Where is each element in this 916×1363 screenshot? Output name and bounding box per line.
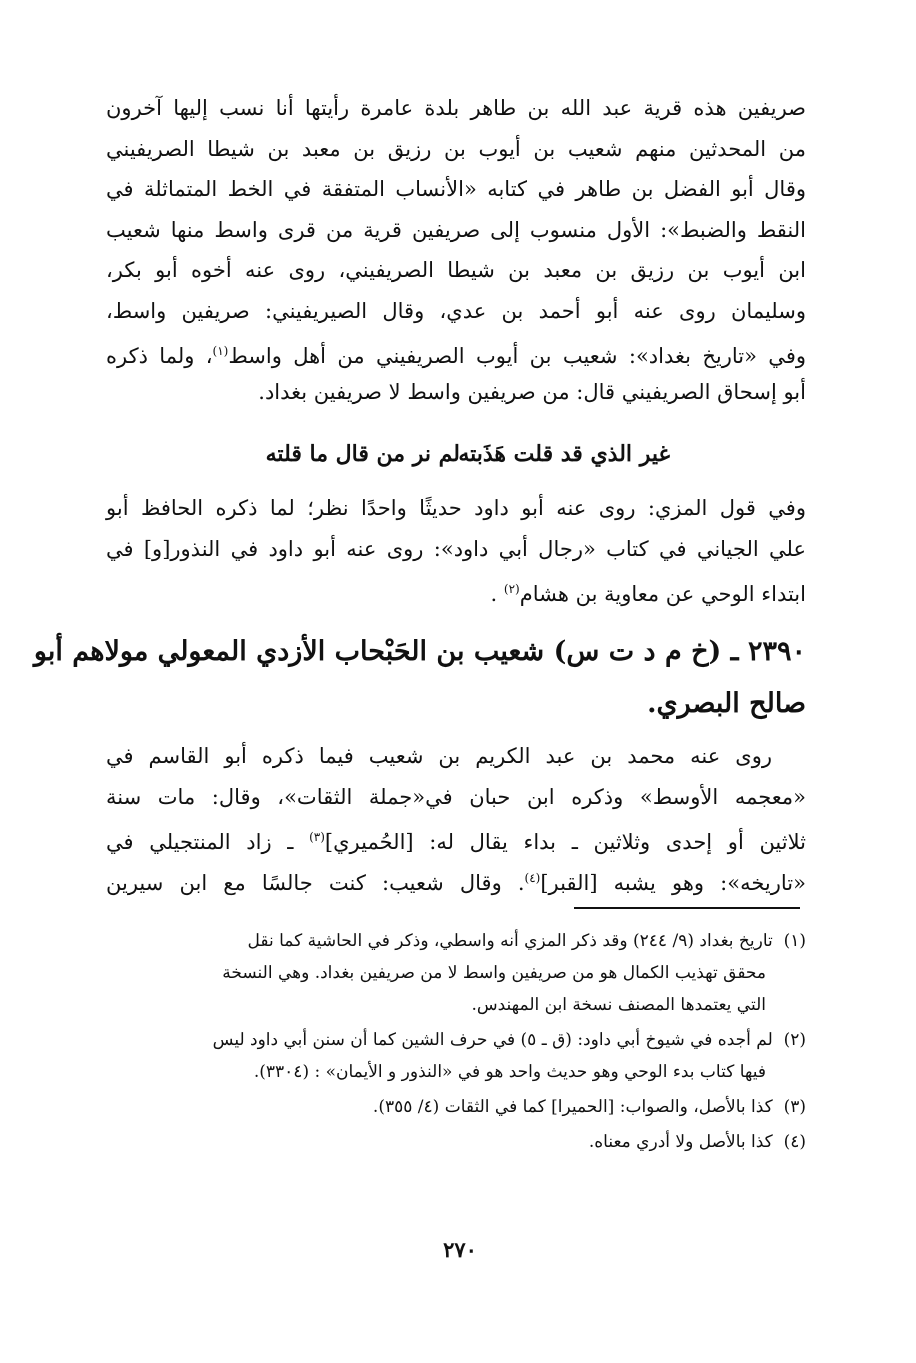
- text-segment: .: [490, 582, 504, 606]
- text-line: النقط والضبط»: الأول منسوب إلى صريفين قرية من قرى واسط منها شعيب: [106, 217, 806, 242]
- footnote-1: [106, 925, 806, 1021]
- footnote-text: تاريخ بغداد (٩/ ٢٤٤) وقد ذكر المزي أنه واسطي، وذكر في الحاشية كما نقل: [247, 931, 773, 951]
- text-line: صريفين هذه قرية عبد الله بن طاهر بلدة عامرة رأيتها أنا نسب إليها آخرون: [106, 96, 806, 120]
- text-line: [106, 569, 806, 610]
- text-segment: ، ولما ذكره: [106, 344, 213, 368]
- footnote-ref-2: (٢): [503, 582, 520, 596]
- text-segment: ثلاثين أو إحدى وثلاثين ـ بداء يقال له: [الحُميري]: [324, 830, 806, 854]
- entry-heading-line: صالح البصري.: [647, 688, 806, 719]
- footnote-line: [106, 925, 806, 957]
- text-segment: . وقال شعيب: كنت جالسًا مع ابن سيرين: [106, 870, 525, 895]
- text-line: روى عنه محمد بن عبد الكريم بن شعيب فيما ذكره أبو القاسم في: [106, 744, 772, 768]
- text-segment: ـ زاد المنتجيلي في: [106, 830, 310, 854]
- text-line: [106, 858, 806, 899]
- poetry-verse: [106, 434, 806, 474]
- footnote-ref-1: (١): [212, 344, 229, 358]
- paragraph-mizzi: [106, 488, 806, 610]
- footnotes: [106, 925, 806, 1158]
- text-line: ابن أيوب بن رزيق بن معبد بن شيطا الصريفيني، روى عنه أخوه أبو بكر،: [106, 258, 806, 282]
- text-line: وفي قول المزي: روى عنه أبو داود حديثًا واحدًا نظر؛ لما ذكره الحافظ أبو: [106, 496, 806, 520]
- text-segment: ابتداء الوحي عن معاوية بن هشام: [519, 582, 806, 606]
- footnote-line: التي يعتمدها المصنف نسخة ابن المهندس.: [471, 995, 766, 1015]
- page-number: ٢٧٠: [443, 1237, 477, 1262]
- footnote-line: [106, 1091, 806, 1123]
- footnote-ref-3: (٣): [309, 830, 325, 844]
- text-line: من المحدثين منهم شعيب بن أيوب بن رزيق بن معبد بن شيطا الصريفيني: [106, 136, 806, 161]
- verse-hemistich-second: غير الذي قد قلت هَذَبته: [458, 441, 670, 467]
- footnote-number: (٤): [783, 1132, 806, 1152]
- text-segment: وفي «تاريخ بغداد»: شعيب بن أيوب الصريفيني من أهل واسط: [228, 344, 806, 368]
- text-line: وقال أبو الفضل بن طاهر في كتابه «الأنساب المتفقة في الخط المتماثلة في: [106, 177, 806, 201]
- text-line: «معجمه الأوسط» وذكره ابن حبان في«جملة الثقات»، وقال: مات سنة: [106, 784, 806, 809]
- footnote-2: [106, 1024, 806, 1088]
- footnote-ref-4: (٤): [524, 870, 541, 885]
- footnote-number: (٣): [783, 1097, 806, 1117]
- footnote-line: [106, 1024, 806, 1056]
- footnote-text: كذا بالأصل، والصواب: [الحميرا] كما في الثقات (٤/ ٣٥٥).: [372, 1097, 773, 1117]
- footnote-line: فيها كتاب بدء الوحي وهو حديث واحد هو في «النذور و الأيمان» : (٣٣٠٤).: [253, 1062, 766, 1082]
- text-line: [106, 331, 806, 372]
- footnote-text: كذا بالأصل ولا أدري معناه.: [588, 1132, 773, 1152]
- paragraph-entry-body: [106, 736, 806, 898]
- text-line: علي الجياني في كتاب «رجال أبي داود»: روى عنه أبو داود في النذور[و] في: [106, 536, 806, 561]
- text-line: أبو إسحاق الصريفيني قال: من صريفين واسط لا صريفين بغداد.: [258, 379, 806, 404]
- verse-hemistich-first: لم نر من قال ما قلته: [265, 441, 460, 467]
- footnote-3: [106, 1091, 806, 1123]
- footnote-line: محقق تهذيب الكمال هو من صريفين واسط لا من صريفين بغداد. وهي النسخة: [222, 963, 766, 983]
- entry-heading: [33, 626, 806, 730]
- footnote-number: (٢): [783, 1030, 806, 1050]
- text-line: وسليمان روى عنه أبو أحمد بن عدي، وقال الصيريفيني: صريفين واسط،: [106, 298, 806, 323]
- text-segment: «تاريخه»: وهو يشبه [القبر]: [540, 870, 806, 895]
- paragraph-sarifin: [106, 88, 806, 412]
- footnote-text: لم أجده في شيوخ أبي داود: (ق ـ ٥) في حرف الشين كما أن سنن أبي داود ليس: [212, 1030, 773, 1050]
- entry-heading-line: ٢٣٩٠ ـ (خ م د ت س) شعيب بن الحَبْحاب الأزدي المعولي مولاهم أبو: [33, 636, 806, 667]
- footnote-line: [106, 1126, 806, 1158]
- footnote-4: [106, 1126, 806, 1158]
- footnote-number: (١): [783, 931, 806, 951]
- text-line: [106, 817, 806, 858]
- footnote-separator: [574, 907, 800, 909]
